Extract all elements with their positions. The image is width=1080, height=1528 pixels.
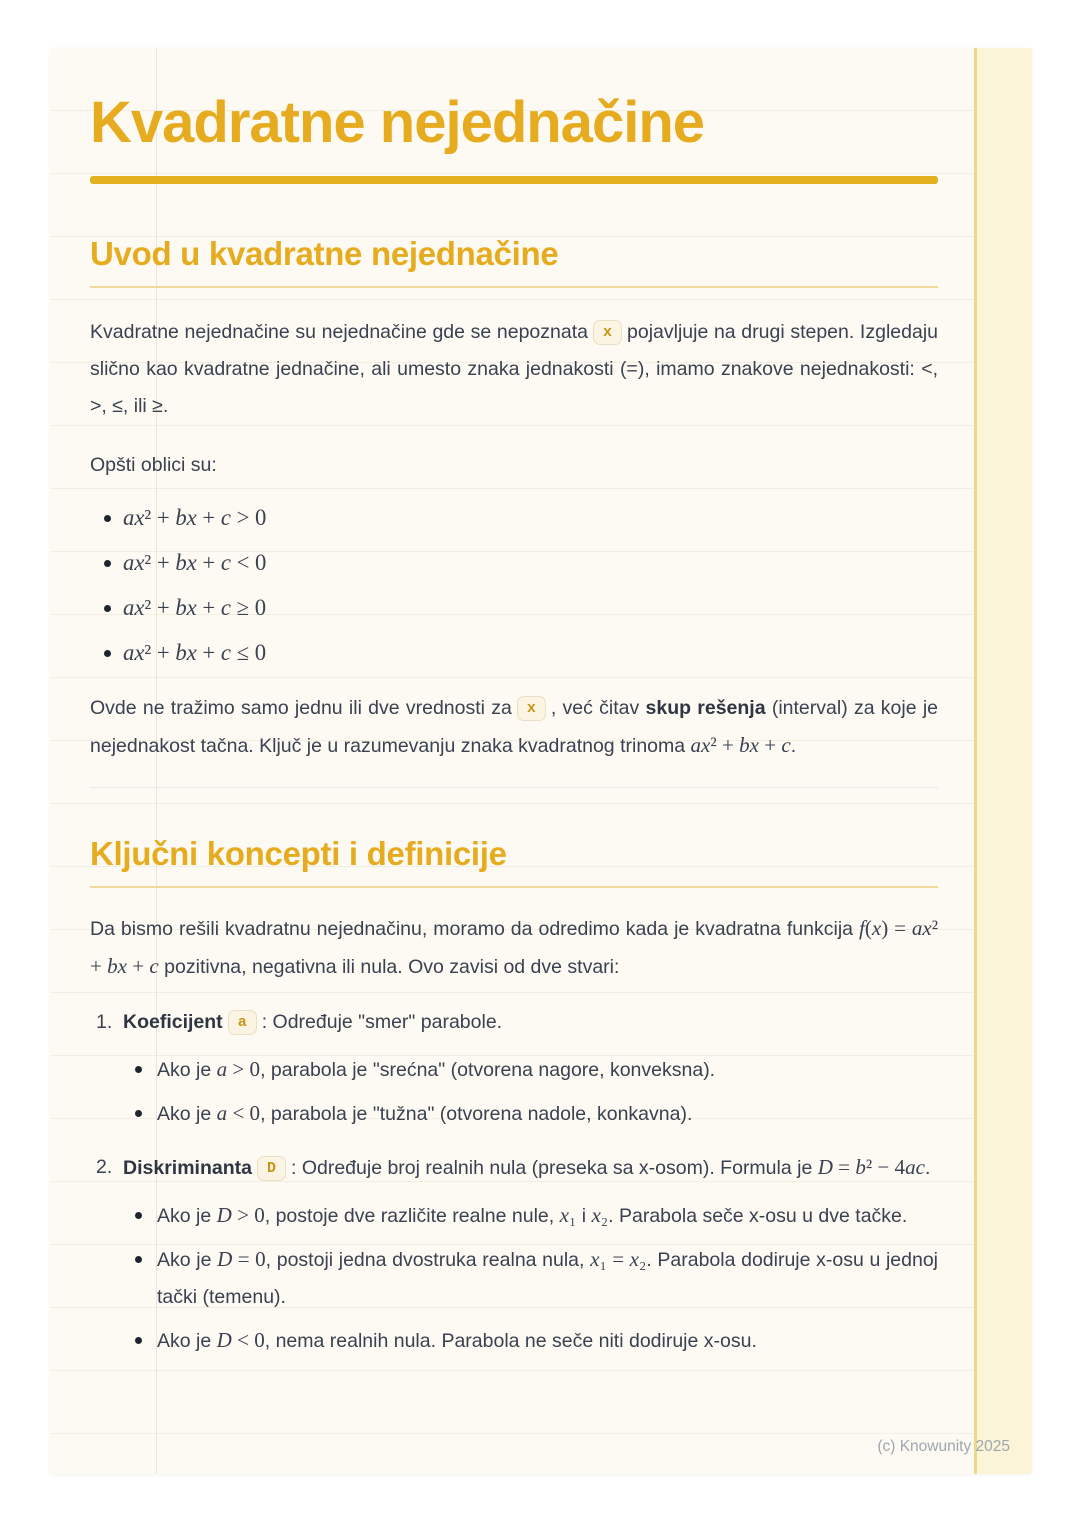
section-concepts xyxy=(90,834,938,1360)
math-expression: D < 0 xyxy=(216,1328,265,1352)
section-intro xyxy=(90,234,938,765)
math-expression: x₂ xyxy=(591,1203,609,1227)
paragraph: Ovde ne tražimo samo jednu ili dve vrednosti za x , već čitav skup rešenja (interval) za koje je nejednakost tačna. Ključ je u razumevanju znaka kvadratnog trinoma ax² + bx + c. xyxy=(90,697,938,757)
math-expression: x₁ xyxy=(559,1203,577,1227)
inline-code-chip: a xyxy=(228,1010,257,1035)
bullet-item: Ako je a > 0, parabola je "srećna" (otvorena nagore, konveksna). xyxy=(123,1051,938,1089)
math-expression: D = b² − 4ac xyxy=(817,1155,925,1179)
math-expression: D = 0 xyxy=(217,1247,266,1271)
paragraph: Opšti oblici su: xyxy=(90,454,217,476)
paragraph: Da bismo rešili kvadratnu nejednačinu, moramo da odredimo kada je kvadratna funkcija f(x) = ax² + bx + c pozitivna, negativna ili nula. Ovo zavisi od dve stvari: xyxy=(90,916,938,978)
section-heading: Uvod u kvadratne nejednačine xyxy=(90,235,559,272)
math-list-item xyxy=(90,541,938,586)
concept-number: 2. xyxy=(96,1156,113,1178)
bullet-item: Ako je D > 0, postoje dve različite realne nule, x₁ i x₂. Parabola seče x-osu u dve tačke. xyxy=(123,1197,938,1235)
concept-item xyxy=(90,1004,938,1133)
paragraph: Kvadratne nejednačine su nejednačine gde se nepoznata x pojavljuje na drugi stepen. Izgledaju slično kao kvadratne jednačine, ali umesto znaka jednakosti (=), imamo znakove nejednakosti: <, >, ≤, ili ≥. xyxy=(90,321,938,417)
title-underline-rule xyxy=(90,176,938,184)
heading-underline-rule xyxy=(90,886,938,888)
inline-code-chip: x xyxy=(517,696,546,721)
bullet-item: Ako je D = 0, postoji jedna dvostruka realna nula, x₁ = x₂. Parabola dodiruje x-osu u jednoj tački (temenu). xyxy=(123,1241,938,1316)
concept-number: 1. xyxy=(96,1011,113,1033)
math-expression: a > 0 xyxy=(216,1057,261,1081)
math-expression: ax² + bx + c xyxy=(690,733,791,757)
concept-bullets xyxy=(123,1051,938,1133)
general-forms-list xyxy=(90,496,938,676)
inline-code-chip: x xyxy=(593,320,622,345)
page-title: Kvadratne nejednačine xyxy=(90,90,704,155)
concepts-list xyxy=(90,1004,938,1360)
inline-code-chip: D xyxy=(257,1156,286,1181)
concept-title: Diskriminanta D : Određuje broj realnih nula (preseka sa x-osom). Formula je D = b² − 4ac. xyxy=(123,1155,931,1179)
math-list-item xyxy=(90,631,938,676)
concept-item xyxy=(90,1149,938,1360)
math-expression: x₁ = x₂ xyxy=(590,1247,647,1271)
bullet-item: Ako je D < 0, nema realnih nula. Parabola ne seče niti dodiruje x-osu. xyxy=(123,1322,938,1360)
note-content xyxy=(90,48,938,1366)
concept-bullets xyxy=(123,1197,938,1360)
footer-credit: (c) Knowunity 2025 xyxy=(877,1438,1010,1455)
concept-title: Koeficijent a : Određuje "smer" parabole. xyxy=(123,1011,503,1033)
math-expression: a < 0 xyxy=(216,1101,261,1125)
math-expression: ax² + bx + c < 0 xyxy=(123,550,267,575)
section-divider xyxy=(90,787,938,788)
math-list-item xyxy=(90,586,938,631)
math-expression: f(x) = ax² + bx + c xyxy=(90,916,938,978)
math-expression: ax² + bx + c ≤ 0 xyxy=(123,640,267,665)
note-card xyxy=(50,48,1032,1474)
heading-underline-rule xyxy=(90,286,938,288)
math-expression: ax² + bx + c > 0 xyxy=(123,505,267,530)
math-expression: ax² + bx + c ≥ 0 xyxy=(123,595,267,620)
bullet-item: Ako je a < 0, parabola je "tužna" (otvorena nadole, konkavna). xyxy=(123,1095,938,1133)
math-list-item xyxy=(90,496,938,541)
math-expression: D > 0 xyxy=(216,1203,265,1227)
notebook-margin-strip xyxy=(974,48,1032,1474)
section-heading: Ključni koncepti i definicije xyxy=(90,835,507,872)
